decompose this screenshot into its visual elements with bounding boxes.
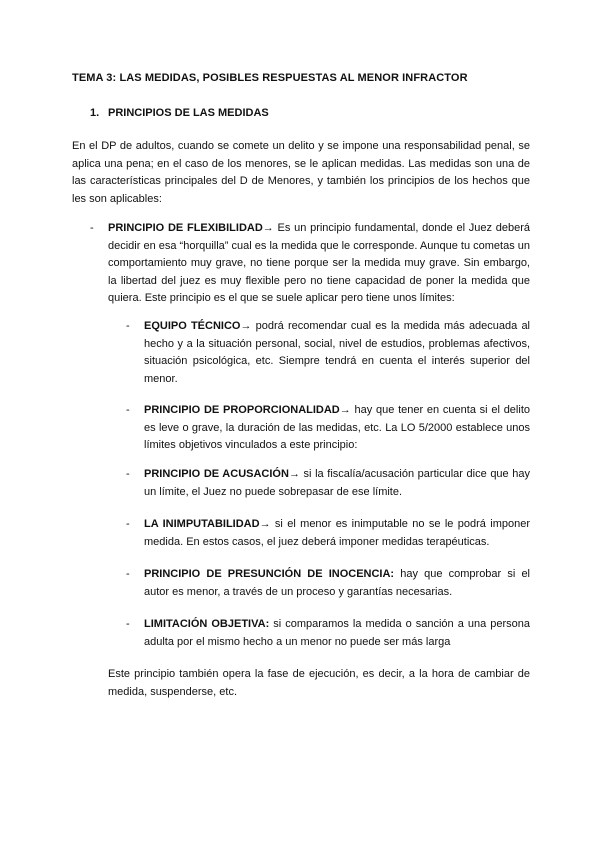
- document-title: TEMA 3: LAS MEDIDAS, POSIBLES RESPUESTAS AL MENOR INFRACTOR: [72, 72, 468, 84]
- closing-paragraph: Este principio también opera la fase de ejecución, es decir, a la hora de cambiar de medida, suspenderse, etc.: [108, 668, 530, 698]
- sub-item-label: LIMITACIÓN OBJETIVA:: [144, 618, 270, 630]
- bullet-marker: -: [126, 618, 130, 630]
- bullet-marker: -: [90, 222, 94, 234]
- sub-item-label: EQUIPO TÉCNICO: [144, 320, 241, 332]
- section-number: 1.: [90, 107, 100, 119]
- sub-item-text: → si el menor es inimputable no se le podrá imponer medida. En estos casos, el juez deberá imponer medidas terapéuticas.: [144, 518, 530, 548]
- principle-text: → Es un principio fundamental, donde el Juez deberá decidir en esa “horquilla” cual es la medida que le corresponde. Aunque tu cometas un comportamiento muy grave, no tiene porque ser la medida muy grave. Sin embargo, la libertad del juez es muy flexible pero no tiene capacidad de poner la medida que quiera. Este principio es el que se suele aplicar pero tiene unos límites:: [108, 222, 530, 305]
- sub-item-equipo-tecnico: [144, 318, 530, 388]
- sub-item-presuncion-inocencia: [144, 566, 530, 601]
- bullet-marker: -: [126, 320, 130, 332]
- sub-item-label: PRINCIPIO DE ACUSACIÓN: [144, 468, 289, 480]
- sub-item-text: hay que comprobar si el autor es menor, a través de un proceso y garantías necesarias.: [144, 568, 531, 598]
- bullet-marker: -: [126, 518, 130, 530]
- bullet-marker: -: [126, 568, 130, 580]
- section-heading-text: PRINCIPIOS DE LAS MEDIDAS: [108, 107, 269, 119]
- sub-item-acusacion: [144, 466, 530, 501]
- sub-item-inimputabilidad: [144, 516, 530, 551]
- sub-item-proporcionalidad: [144, 402, 530, 455]
- sub-item-text: → podrá recomendar cual es la medida más adecuada al hecho y a la situación personal, social, nivel de estudios, problemas afectivos, situación psicológica, etc. Siempre tendrá en cuenta el interés superior del menor.: [144, 320, 531, 385]
- sub-item-text: → si la fiscalía/acusación particular dice que hay un límite, el Juez no puede sobrepasar de ese límite.: [144, 468, 531, 498]
- sub-item-label: PRINCIPIO DE PROPORCIONALIDAD: [144, 404, 340, 416]
- principle-label: PRINCIPIO DE FLEXIBILIDAD: [108, 222, 263, 234]
- bullet-marker: -: [126, 468, 130, 480]
- sub-item-text: → hay que tener en cuenta si el delito es leve o grave, la duración de las medidas, etc. La LO 5/2000 establece unos límites objetivos vinculados a este principio:: [144, 404, 530, 452]
- intro-paragraph: En el DP de adultos, cuando se comete un delito y se impone una responsabilidad penal, se aplica una pena; en el caso de los menores, se le aplican medidas. Las medidas son una de las características principales del D de Menores, y también los principios de los hechos que les son aplicables:: [72, 140, 530, 205]
- sub-item-label: LA INIMPUTABILIDAD: [144, 518, 260, 530]
- section-heading: [90, 107, 269, 119]
- sub-item-limitacion-objetiva: [144, 616, 530, 651]
- principle-flexibilidad: [108, 220, 530, 308]
- bullet-marker: -: [126, 404, 130, 416]
- sub-item-text: si comparamos la medida o sanción a una persona adulta por el mismo hecho a un menor no puede ser más larga: [144, 618, 531, 648]
- sub-item-label: PRINCIPIO DE PRESUNCIÓN DE INOCENCIA:: [144, 568, 395, 580]
